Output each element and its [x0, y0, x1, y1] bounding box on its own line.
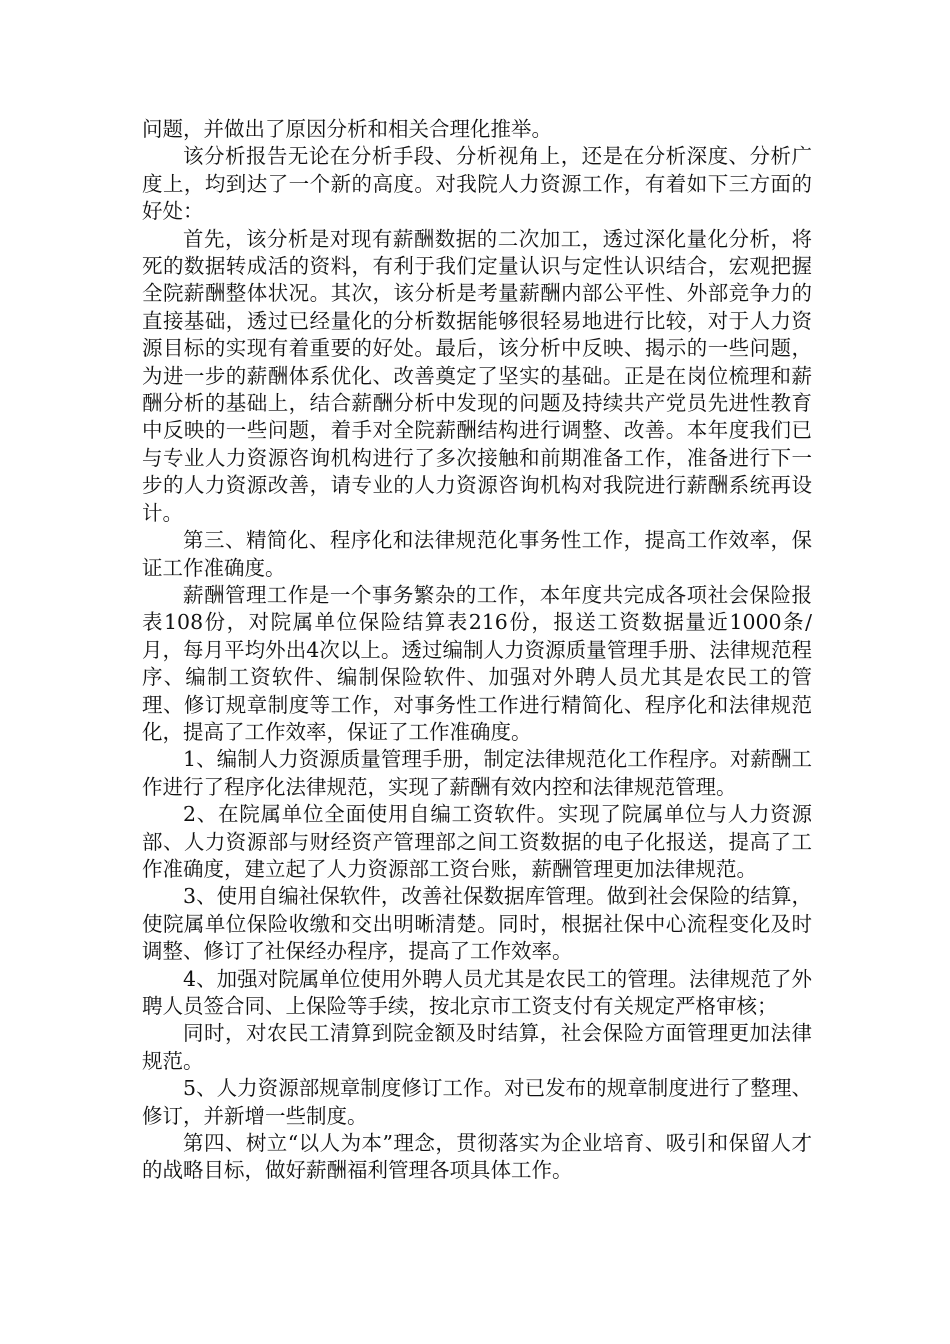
paragraph-7: 2、在院属单位全面使用自编工资软件。实现了院属单位与人力资源部、人力资源部与财经资产管理部之间工资数据的电子化报送，提高了工作准确度，建立起了人力资源部工资台账，薪酬管理更加法律规范。	[142, 802, 812, 881]
document-body	[142, 116, 812, 1185]
paragraph-6: 1、编制人力资源质量管理手册，制定法律规范化工作程序。对薪酬工作进行了程序化法律规范，实现了薪酬有效内控和法律规范管理。	[142, 747, 812, 799]
paragraph-2: 该分析报告无论在分析手段、分析视角上，还是在分析深度、分析广度上，均到达了一个新的高度。对我院人力资源工作，有着如下三方面的好处：	[142, 144, 812, 224]
paragraph-4: 第三、精简化、程序化和法律规范化事务性工作，提高工作效率，保证工作准确度。	[142, 528, 812, 580]
paragraph-5: 薪酬管理工作是一个事务繁杂的工作，本年度共完成各项社会保险报表108份，对院属单位保险结算表216份，报送工资数据量近1000条/月，每月平均外出4次以上。透过编制人力资源质量管理手册、法律规范程序、编制工资软件、编制保险软件、加强对外聘人员尤其是农民工的管理、修订规章制度等工作，对事务性工作进行精简化、程序化和法律规范化，提高了工作效率，保证了工作准确度。	[142, 582, 812, 744]
paragraph-11: 5、人力资源部规章制度修订工作。对已发布的规章制度进行了整理、修订，并新增一些制度。	[142, 1076, 812, 1128]
paragraph-3: 首先，该分析是对现有薪酬数据的二次加工，透过深化量化分析，将死的数据转成活的资料，有利于我们定量认识与定性认识结合，宏观把握全院薪酬整体状况。其次，该分析是考量薪酬内部公平性、外部竞争力的直接基础，透过已经量化的分析数据能够很轻易地进行比较，对于人力资源目标的实现有着重要的好处。最后，该分析中反映、揭示的一些问题，为进一步的薪酬体系优化、改善奠定了坚实的基础。正是在岗位梳理和薪酬分析的基础上，结合薪酬分析中发现的问题及持续共产党员先进性教育中反映的一些问题，着手对全院薪酬结构进行调整、改善。本年度我们已与专业人力资源咨询机构进行了多次接触和前期准备工作，准备进行下一步的人力资源改善，请专业的人力资源咨询机构对我院进行薪酬系统再设计。	[142, 226, 812, 525]
paragraph-12: 第四、树立“以人为本”理念，贯彻落实为企业培育、吸引和保留人才的战略目标，做好薪酬福利管理各项具体工作。	[142, 1131, 812, 1183]
paragraph-1: 问题，并做出了原因分析和相关合理化推举。	[142, 117, 552, 141]
paragraph-10: 同时，对农民工清算到院金额及时结算，社会保险方面管理更加法律规范。	[142, 1021, 812, 1073]
paragraph-8: 3、使用自编社保软件，改善社保数据库管理。做到社会保险的结算，使院属单位保险收缴和交出明晰清楚。同时，根据社保中心流程变化及时调整、修订了社保经办程序，提高了工作效率。	[142, 884, 812, 964]
paragraph-9: 4、加强对院属单位使用外聘人员尤其是农民工的管理。法律规范了外聘人员签合同、上保险等手续，按北京市工资支付有关规定严格审核；	[142, 966, 812, 1018]
